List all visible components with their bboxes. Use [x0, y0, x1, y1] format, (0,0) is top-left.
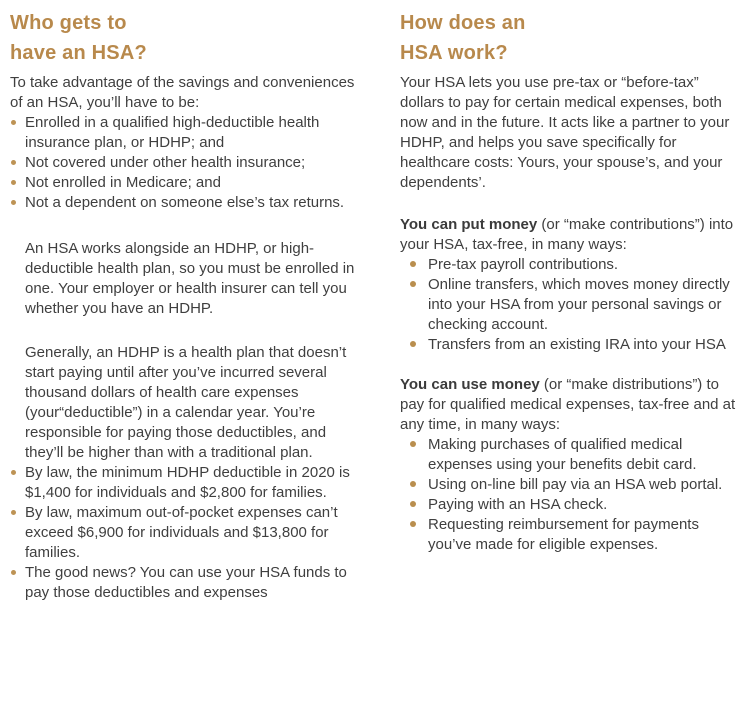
- bullet-icon: [410, 501, 416, 507]
- use-money-list: [400, 435, 745, 555]
- list-item: [10, 563, 362, 603]
- left-intro-paragraph: To take advantage of the savings and conveniences of an HSA, you’ll have to be:: [10, 74, 355, 111]
- put-money-rest: (or “make contributions”) into your HSA, tax-free, in many ways:: [400, 216, 734, 253]
- bullet-text: Using on-line bill pay via an HSA web portal.: [428, 476, 723, 493]
- bullet-text: Not enrolled in Medicare; and: [25, 174, 221, 191]
- bullet-text: Making purchases of qualified medical expenses using your benefits debit card.: [428, 436, 697, 473]
- bullet-text: Pre-tax payroll contributions.: [428, 256, 619, 273]
- put-money-list: [400, 255, 745, 355]
- right-column-heading: [400, 8, 745, 68]
- law-limits-list: [10, 463, 362, 563]
- list-item: [10, 173, 362, 193]
- list-item: [400, 435, 745, 475]
- heading-line: HSA work?: [400, 42, 508, 64]
- use-money-rest: (or “make distributions”) to pay for qualified medical expenses, tax-free and at any time, in many ways:: [400, 376, 736, 433]
- bullet-text: Not covered under other health insurance;: [25, 154, 306, 171]
- right-intro-paragraph: Your HSA lets you use pre-tax or “before-tax” dollars to pay for certain medical expenses, both now and in the future. It acts like a partner to your HDHP, and helps you save specifically for healthcare costs: Yours, your spouse’s, and your dependents’.: [400, 74, 730, 191]
- bullet-icon: [410, 441, 416, 447]
- bullet-text: By law, maximum out-of-pocket expenses can’t exceed $6,900 for individuals and $13,800 for families.: [25, 504, 338, 561]
- generally-paragraph: Generally, an HDHP is a health plan that doesn’t start paying until after you’ve incurred several thousand dollars of health care expenses (your“deductible”) in a calendar year. You’re responsible for paying those deductibles, and they’ll be higher than with a traditional plan.: [25, 344, 347, 461]
- bullet-text: Transfers from an existing IRA into your HSA: [428, 336, 726, 353]
- bullet-text: The good news? You can use your HSA funds to pay those deductibles and expenses: [25, 564, 347, 601]
- left-column: [10, 8, 362, 603]
- heading-line: have an HSA?: [10, 42, 147, 64]
- heading-line: How does an: [400, 12, 526, 34]
- bullet-icon: [11, 200, 16, 205]
- bullet-text: Online transfers, which moves money directly into your HSA from your personal savings or checking account.: [428, 276, 730, 333]
- list-item: [400, 275, 745, 335]
- list-item: [400, 495, 745, 515]
- bullet-icon: [410, 521, 416, 527]
- bullet-text: Requesting reimbursement for payments you’ve made for eligible expenses.: [428, 516, 699, 553]
- bullet-icon: [11, 570, 16, 575]
- good-news-list: [10, 563, 362, 603]
- bullet-icon: [410, 481, 416, 487]
- list-item: [10, 153, 362, 173]
- list-item: [400, 335, 745, 355]
- bullet-text: Paying with an HSA check.: [428, 496, 608, 513]
- put-money-paragraph: [400, 215, 745, 255]
- bullet-icon: [11, 180, 16, 185]
- list-item: [10, 463, 362, 503]
- bullet-icon: [410, 281, 416, 287]
- left-column-heading: [10, 8, 362, 68]
- list-item: [400, 255, 745, 275]
- bullet-icon: [11, 160, 16, 165]
- bullet-icon: [11, 470, 16, 475]
- bullet-icon: [410, 261, 416, 267]
- bullet-text: Enrolled in a qualified high-deductible health insurance plan, or HDHP; and: [25, 114, 320, 151]
- hdhp-paragraph: An HSA works alongside an HDHP, or high-deductible health plan, so you must be enrolled in one. Your employer or health insurer can tell you whether you have an HDHP.: [25, 240, 355, 317]
- list-item: [10, 193, 362, 213]
- use-money-paragraph: [400, 375, 745, 435]
- use-money-lead: You can use money: [400, 376, 540, 393]
- list-item: [10, 503, 362, 563]
- list-item: [400, 515, 745, 555]
- eligibility-list: [10, 113, 362, 213]
- bullet-text: By law, the minimum HDHP deductible in 2020 is $1,400 for individuals and $2,800 for families.: [25, 464, 350, 501]
- put-money-lead: You can put money: [400, 216, 538, 233]
- bullet-icon: [11, 120, 16, 125]
- list-item: [400, 475, 745, 495]
- bullet-icon: [11, 510, 16, 515]
- list-item: [10, 113, 362, 153]
- right-column: [400, 8, 745, 603]
- bullet-text: Not a dependent on someone else’s tax returns.: [25, 194, 345, 211]
- bullet-icon: [410, 341, 416, 347]
- heading-line: Who gets to: [10, 12, 127, 34]
